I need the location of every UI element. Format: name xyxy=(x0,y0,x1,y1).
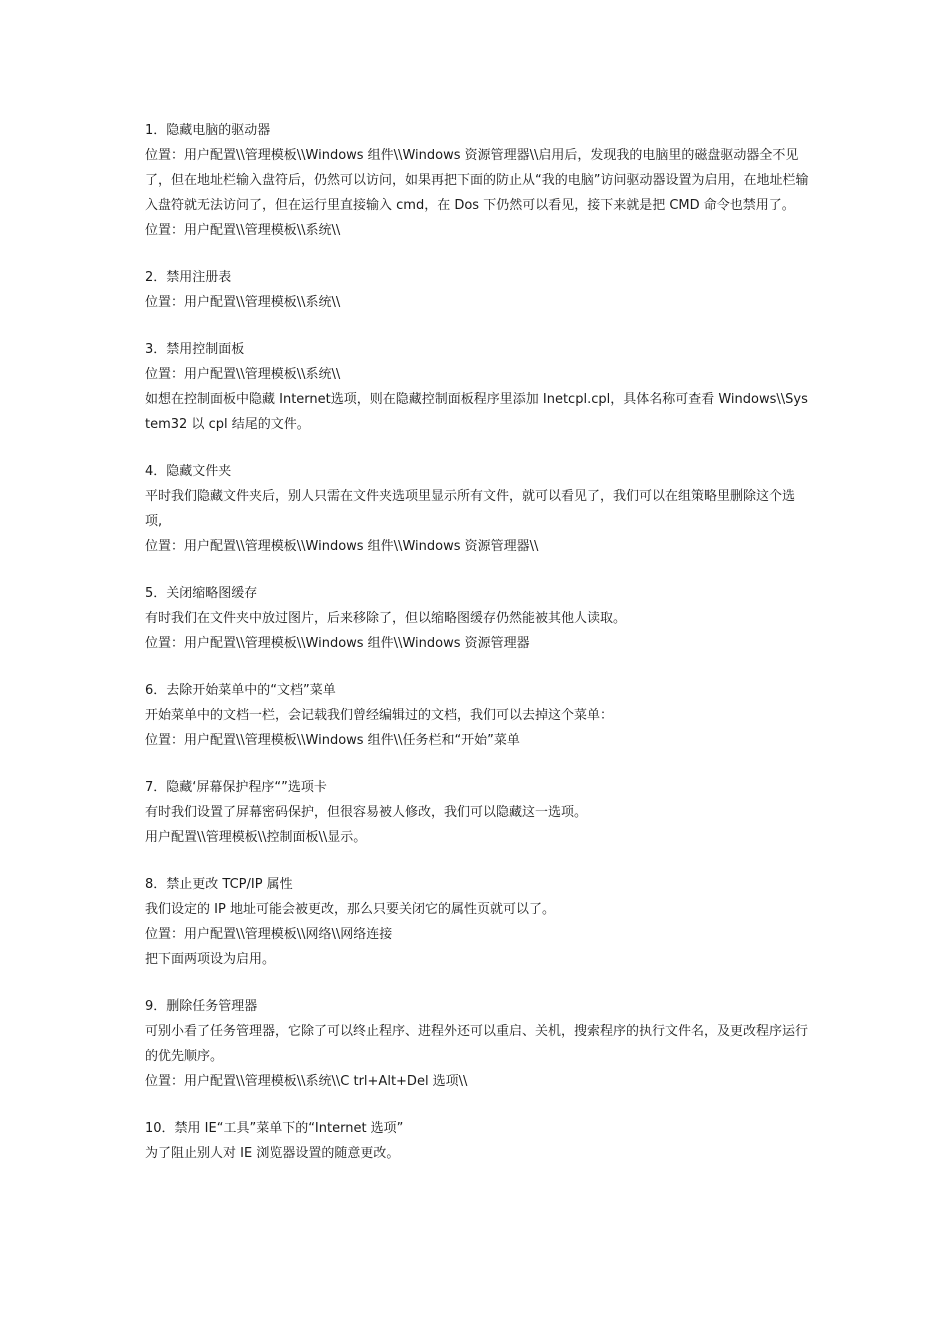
paragraph: 位置：用户配置\\管理模板\\系统\\ xyxy=(145,223,341,238)
paragraph: 如想在控制面板中隐藏 Internet选项，则在隐藏控制面板程序里添加 Inetcpl.cpl，具体名称可查看 Windows\\System32 以 cpl 结尾的文件。 xyxy=(145,392,808,432)
paragraph: 把下面两项设为启用。 xyxy=(145,952,276,967)
section-8 xyxy=(145,872,809,972)
paragraph: 开始菜单中的文档一栏，会记载我们曾经编辑过的文档，我们可以去掉这个菜单： xyxy=(145,708,614,723)
section-5 xyxy=(145,581,809,656)
paragraph: 平时我们隐藏文件夹后，别人只需在文件夹选项里显示所有文件，就可以看见了，我们可以在组策略里删除这个选项, xyxy=(145,489,796,529)
paragraph: 位置：用户配置\\管理模板\\Windows 组件\\Windows 资源管理器\\ xyxy=(145,539,539,554)
section-title: 7．隐藏‘屏幕保护程序“”选项卡 xyxy=(145,780,327,795)
paragraph: 有时我们在文件夹中放过图片，后来移除了，但以缩略图缓存仍然能被其他人读取。 xyxy=(145,611,627,626)
section-2 xyxy=(145,265,809,315)
section-title: 10．禁用 IE“工具”菜单下的“Internet 选项” xyxy=(145,1121,404,1136)
section-title: 3．禁用控制面板 xyxy=(145,342,245,357)
paragraph: 可别小看了任务管理器，它除了可以终止程序、进程外还可以重启、关机，搜索程序的执行文件名，及更改程序运行的优先顺序。 xyxy=(145,1024,809,1064)
section-title: 1．隐藏电脑的驱动器 xyxy=(145,123,271,138)
section-10 xyxy=(145,1116,809,1166)
section-title: 4．隐藏文件夹 xyxy=(145,464,232,479)
section-title: 8．禁止更改 TCP/IP 属性 xyxy=(145,877,293,892)
section-9 xyxy=(145,994,809,1094)
section-title: 6．去除开始菜单中的“文档”菜单 xyxy=(145,683,336,698)
section-title: 5．关闭缩略图缓存 xyxy=(145,586,258,601)
paragraph: 位置：用户配置\\管理模板\\系统\\ xyxy=(145,367,341,382)
section-title: 2．禁用注册表 xyxy=(145,270,232,285)
paragraph: 位置：用户配置\\管理模板\\系统\\ xyxy=(145,295,341,310)
paragraph: 位置：用户配置\\管理模板\\网络\\网络连接 xyxy=(145,927,393,942)
paragraph: 位置：用户配置\\管理模板\\Windows 组件\\任务栏和“开始”菜单 xyxy=(145,733,520,748)
section-title: 9．删除任务管理器 xyxy=(145,999,258,1014)
paragraph: 位置：用户配置\\管理模板\\Windows 组件\\Windows 资源管理器 xyxy=(145,636,530,651)
section-4 xyxy=(145,459,809,559)
paragraph: 为了阻止别人对 IE 浏览器设置的随意更改。 xyxy=(145,1146,400,1161)
section-6 xyxy=(145,678,809,753)
paragraph: 位置：用户配置\\管理模板\\系统\\C trl+Alt+Del 选项\\ xyxy=(145,1074,468,1089)
paragraph: 有时我们设置了屏幕密码保护，但很容易被人修改，我们可以隐藏这一选项。 xyxy=(145,805,588,820)
document-page xyxy=(145,118,809,1188)
paragraph: 我们设定的 IP 地址可能会被更改，那么只要关闭它的属性页就可以了。 xyxy=(145,902,555,917)
section-3 xyxy=(145,337,809,437)
paragraph: 位置：用户配置\\管理模板\\Windows 组件\\Windows 资源管理器\\启用后，发现我的电脑里的磁盘驱动器全不见了，但在地址栏输入盘符后，仍然可以访问，如果再把下面的防止从“我的电脑”访问驱动器设置为启用，在地址栏输入盘符就无法访问了，但在运行里直接输入 cmd，在 Dos 下仍然可以看见，接下来就是把 CMD 命令也禁用了。 xyxy=(145,148,809,213)
paragraph: 用户配置\\管理模板\\控制面板\\显示。 xyxy=(145,830,367,845)
section-7 xyxy=(145,775,809,850)
section-1 xyxy=(145,118,809,243)
